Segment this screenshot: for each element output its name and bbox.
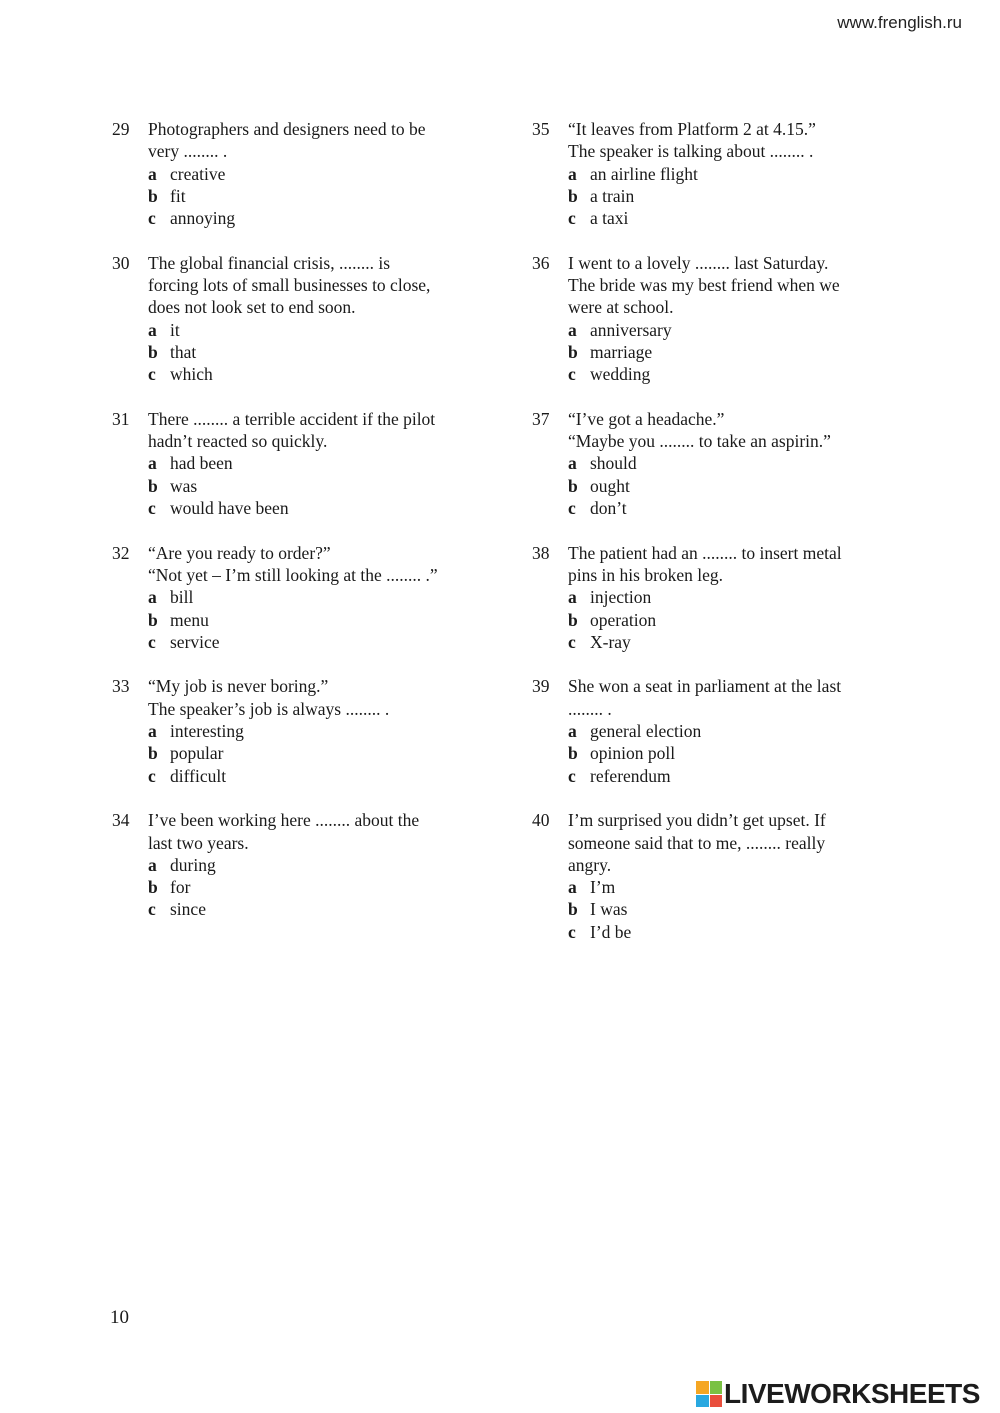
liveworksheets-logo-icon (696, 1381, 722, 1407)
option-text: anniversary (590, 319, 672, 340)
option-text: service (170, 631, 220, 652)
option-letter: a (148, 319, 157, 340)
option-letter: a (568, 163, 577, 184)
answer-option-b[interactable] (568, 898, 912, 920)
option-letter: c (568, 364, 576, 385)
question-text-line: pins in his broken leg. (568, 564, 724, 585)
option-text: would have been (170, 498, 289, 519)
question-text-line: were at school. (568, 297, 674, 318)
option-text: creative (170, 163, 226, 184)
question-text-line: angry. (568, 854, 612, 875)
option-text: don’t (590, 498, 627, 519)
question-37 (532, 408, 912, 519)
question-text-line: The patient had an ........ to insert metal (568, 542, 842, 563)
option-text: X-ray (590, 631, 631, 652)
option-text: had been (170, 453, 233, 474)
option-letter: c (568, 498, 576, 519)
option-text: ought (590, 475, 630, 496)
option-text: menu (170, 609, 209, 630)
answer-option-a[interactable] (148, 452, 492, 474)
logo-square-1 (696, 1381, 709, 1394)
option-letter: c (148, 208, 156, 229)
option-letter: b (568, 475, 578, 496)
question-text-line: “It leaves from Platform 2 at 4.15.” (568, 119, 816, 139)
answer-option-a[interactable] (568, 163, 912, 185)
answer-option-b[interactable] (148, 742, 492, 764)
option-text: difficult (170, 765, 227, 786)
option-letter: c (148, 899, 156, 920)
option-letter: c (148, 364, 156, 385)
option-letter: b (148, 609, 158, 630)
option-text: I’d be (590, 921, 632, 942)
option-letter: c (148, 498, 156, 519)
answer-option-c[interactable] (568, 921, 912, 943)
answer-option-a[interactable] (148, 720, 492, 742)
answer-option-b[interactable] (148, 341, 492, 363)
option-letter: b (568, 899, 578, 920)
site-url: www.frenglish.ru (837, 13, 962, 32)
option-letter: b (148, 185, 158, 206)
question-number: 38 (532, 542, 550, 563)
option-text: general election (590, 721, 702, 742)
question-number: 33 (112, 676, 130, 697)
question-number: 36 (532, 252, 550, 273)
question-40 (532, 809, 912, 943)
option-letter: b (148, 341, 158, 362)
question-number: 30 (112, 252, 130, 273)
answer-option-b[interactable] (568, 475, 912, 497)
question-text-line: hadn’t reacted so quickly. (148, 431, 328, 452)
answer-option-a[interactable] (568, 720, 912, 742)
option-text: wedding (590, 364, 651, 385)
liveworksheets-logo (696, 1376, 996, 1412)
answer-option-a[interactable] (568, 452, 912, 474)
questions-column-left (112, 118, 492, 921)
question-number: 29 (112, 119, 130, 139)
question-number: 32 (112, 542, 130, 563)
question-text-line: “Not yet – I’m still looking at the ........ .” (148, 564, 438, 585)
answer-option-c[interactable] (568, 765, 912, 787)
option-letter: c (148, 765, 156, 786)
answer-option-c[interactable] (568, 631, 912, 653)
option-text: a taxi (590, 208, 629, 229)
option-text: operation (590, 609, 657, 630)
option-text: that (170, 341, 197, 362)
question-text-line: someone said that to me, ........ really (568, 832, 826, 853)
question-33 (112, 675, 492, 786)
question-text-line: The global financial crisis, ........ is (148, 252, 391, 273)
option-text: interesting (170, 721, 244, 742)
option-text: fit (170, 185, 186, 206)
option-letter: a (148, 453, 157, 474)
question-number: 37 (532, 408, 550, 429)
option-text: annoying (170, 208, 236, 229)
question-text-line: The speaker is talking about ........ . (568, 141, 814, 162)
question-31 (112, 408, 492, 519)
question-32 (112, 542, 492, 653)
option-letter: b (568, 341, 578, 362)
answer-option-c[interactable] (148, 765, 492, 787)
answer-option-b[interactable] (148, 609, 492, 631)
option-text: a train (590, 185, 635, 206)
answer-option-c[interactable] (148, 363, 492, 385)
option-text: bill (170, 587, 194, 608)
answer-option-b[interactable] (148, 185, 492, 207)
question-number: 31 (112, 408, 130, 429)
option-text: for (170, 877, 191, 898)
question-text-line: There ........ a terrible accident if the pilot (148, 408, 436, 429)
option-text: marriage (590, 341, 653, 362)
answer-option-a[interactable] (568, 876, 912, 898)
option-text: referendum (590, 765, 671, 786)
option-text: was (170, 475, 198, 496)
option-letter: c (568, 631, 576, 652)
question-34 (112, 809, 492, 920)
option-letter: a (148, 587, 157, 608)
question-number: 40 (532, 810, 550, 831)
option-text: should (590, 453, 637, 474)
question-29 (112, 118, 492, 229)
option-text: I’m (590, 877, 616, 898)
question-text-line: forcing lots of small businesses to close, (148, 275, 431, 296)
question-text-line: She won a seat in parliament at the last (568, 676, 842, 697)
option-letter: b (148, 475, 158, 496)
answer-option-c[interactable] (148, 497, 492, 519)
logo-square-4 (710, 1395, 723, 1408)
question-text-line: very ........ . (148, 141, 228, 162)
option-text: an airline flight (590, 163, 698, 184)
answer-option-a[interactable] (568, 586, 912, 608)
option-letter: b (148, 877, 158, 898)
option-letter: b (568, 609, 578, 630)
question-text-line: I went to a lovely ........ last Saturday. (568, 252, 829, 273)
option-letter: a (568, 319, 577, 340)
question-text-line: I’ve been working here ........ about the (148, 810, 420, 831)
answer-option-a[interactable] (148, 163, 492, 185)
option-text: I was (590, 899, 628, 920)
option-letter: b (568, 743, 578, 764)
question-text-line: “Are you ready to order?” (148, 542, 331, 563)
question-text-line: The speaker’s job is always ........ . (148, 698, 390, 719)
answer-option-b[interactable] (568, 185, 912, 207)
question-35 (532, 118, 912, 229)
answer-option-a[interactable] (148, 586, 492, 608)
liveworksheets-logo-text: LIVEWORKSHEETS (724, 1378, 980, 1409)
option-letter: b (148, 743, 158, 764)
option-letter: a (568, 877, 577, 898)
option-text: it (170, 319, 180, 340)
question-number: 39 (532, 676, 550, 697)
answer-option-a[interactable] (568, 319, 912, 341)
question-text-line: Photographers and designers need to be (148, 119, 426, 139)
option-text: popular (170, 743, 224, 764)
logo-square-2 (710, 1381, 723, 1394)
question-text-line: I’m surprised you didn’t get upset. If (568, 810, 826, 831)
option-letter: c (148, 631, 156, 652)
option-text: injection (590, 587, 652, 608)
answer-option-c[interactable] (568, 363, 912, 385)
question-number: 35 (532, 119, 550, 139)
answer-option-b[interactable] (148, 876, 492, 898)
answer-option-c[interactable] (148, 898, 492, 920)
option-text: opinion poll (590, 743, 676, 764)
question-number: 34 (112, 810, 130, 831)
option-text: which (170, 364, 213, 385)
question-36 (532, 252, 912, 386)
answer-option-b[interactable] (568, 742, 912, 764)
question-38 (532, 542, 912, 653)
answer-option-b[interactable] (568, 341, 912, 363)
question-text-line: “My job is never boring.” (148, 676, 329, 697)
question-text-line: “Maybe you ........ to take an aspirin.” (568, 431, 831, 452)
question-text-line: last two years. (148, 832, 249, 853)
answer-option-c[interactable] (568, 207, 912, 229)
option-letter: a (148, 721, 157, 742)
answer-option-b[interactable] (568, 609, 912, 631)
answer-option-a[interactable] (148, 854, 492, 876)
questions-column-right (532, 118, 912, 943)
answer-option-b[interactable] (148, 475, 492, 497)
question-39 (532, 675, 912, 786)
option-letter: a (148, 854, 157, 875)
option-letter: a (568, 721, 577, 742)
option-letter: a (568, 453, 577, 474)
question-text-line: does not look set to end soon. (148, 297, 356, 318)
option-letter: b (568, 185, 578, 206)
answer-option-c[interactable] (568, 497, 912, 519)
option-letter: c (568, 921, 576, 942)
option-letter: a (148, 163, 157, 184)
question-30 (112, 252, 492, 386)
question-text-line: The bride was my best friend when we (568, 275, 840, 296)
question-text-line: ........ . (568, 698, 612, 719)
answer-option-a[interactable] (148, 319, 492, 341)
logo-square-3 (696, 1395, 709, 1408)
answer-option-c[interactable] (148, 207, 492, 229)
option-letter: c (568, 765, 576, 786)
option-letter: a (568, 587, 577, 608)
page-number: 10 (110, 1307, 129, 1328)
option-text: during (170, 854, 216, 875)
question-text-line: “I’ve got a headache.” (568, 408, 725, 429)
option-letter: c (568, 208, 576, 229)
option-text: since (170, 899, 206, 920)
answer-option-c[interactable] (148, 631, 492, 653)
